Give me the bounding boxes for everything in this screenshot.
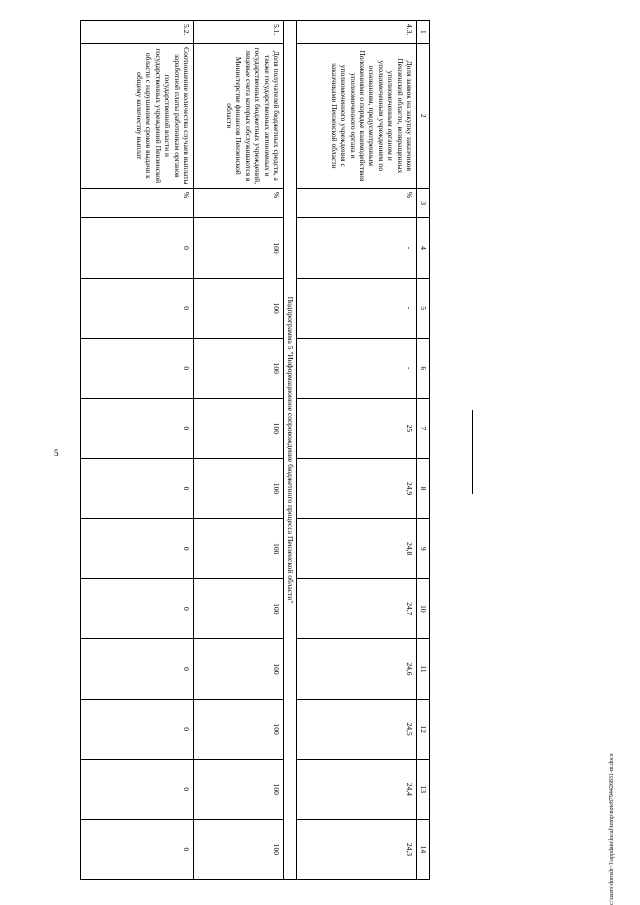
value-cell: 100 xyxy=(194,579,284,639)
column-number: 4 xyxy=(417,218,430,278)
table-row xyxy=(194,21,284,880)
unit-cell: % xyxy=(297,188,417,218)
column-number: 9 xyxy=(417,519,430,579)
value-cell: 100 xyxy=(194,458,284,518)
column-number: 7 xyxy=(417,398,430,458)
column-number: 2 xyxy=(417,43,430,188)
unit-cell: % xyxy=(81,188,194,218)
value-cell: 24,7 xyxy=(297,579,417,639)
column-number: 8 xyxy=(417,458,430,518)
subprogram-row xyxy=(284,21,297,880)
value-cell: 24,5 xyxy=(297,699,417,759)
value-cell: 100 xyxy=(194,819,284,879)
value-cell: 100 xyxy=(194,218,284,278)
indicator-name: Доля заявок на закупку заказчиков Пензенской области, возвращенных уполномоченным органом и уполномоченным учреждением по основаниям, предусмотренным Положениями о порядке взаимодействия уполномоченного органа и уполномоченного учреждения с заказчиками Пензенской области xyxy=(297,43,417,188)
value-cell: 0 xyxy=(81,338,194,398)
table-row xyxy=(297,21,417,880)
value-cell: 24,4 xyxy=(297,759,417,819)
value-cell: 100 xyxy=(194,759,284,819)
value-cell: 0 xyxy=(81,519,194,579)
column-number: 11 xyxy=(417,639,430,699)
indicator-name: Доля получателей бюджетных средств, а также государственных автономных и государственных бюджетных учреждений, лицевые счета которых обслуживаются в Министерстве финансов Пензенской области xyxy=(194,43,284,188)
column-number-row xyxy=(417,21,430,880)
value-cell: 100 xyxy=(194,519,284,579)
value-cell: 24,3 xyxy=(297,819,417,879)
value-cell: 0 xyxy=(81,699,194,759)
indicator-table xyxy=(80,20,430,880)
value-cell: - xyxy=(297,218,417,278)
column-number: 14 xyxy=(417,819,430,879)
row-number: 5.2. xyxy=(81,21,194,44)
footer-file-path: c:\users\dorosh~1\appdata\local\temp\note8794426831-m.docx xyxy=(609,753,615,905)
column-number: 13 xyxy=(417,759,430,819)
value-cell: 100 xyxy=(194,639,284,699)
value-cell: 100 xyxy=(194,338,284,398)
value-cell: 25 xyxy=(297,398,417,458)
value-cell: - xyxy=(297,338,417,398)
value-cell: 100 xyxy=(194,278,284,338)
indicator-name: Соотношение количества случаев выплаты заработной платы работникам органов государственной власти и государственных учреждений Пензенской области с нарушением сроков выдачи к общему количеству выплат xyxy=(81,43,194,188)
value-cell: 24,8 xyxy=(297,519,417,579)
value-cell: 24,6 xyxy=(297,639,417,699)
subprogram-title: Подпрограмма 5 "Информационное сопровождение бюджетного процесса Пензенской области" xyxy=(284,21,297,880)
column-number: 1 xyxy=(417,21,430,44)
value-cell: 0 xyxy=(81,579,194,639)
value-cell: 0 xyxy=(81,278,194,338)
value-cell: 100 xyxy=(194,398,284,458)
separator-line xyxy=(472,410,473,494)
value-cell: 0 xyxy=(81,218,194,278)
value-cell: 100 xyxy=(194,699,284,759)
row-number: 4.3. xyxy=(297,21,417,44)
row-number: 5.1. xyxy=(194,21,284,44)
value-cell: 0 xyxy=(81,819,194,879)
value-cell: - xyxy=(297,278,417,338)
column-number: 3 xyxy=(417,188,430,218)
indicator-table-wrapper xyxy=(80,20,430,880)
table-row xyxy=(81,21,194,880)
value-cell: 0 xyxy=(81,759,194,819)
value-cell: 0 xyxy=(81,398,194,458)
value-cell: 0 xyxy=(81,639,194,699)
value-cell: 24,9 xyxy=(297,458,417,518)
column-number: 10 xyxy=(417,579,430,639)
column-number: 5 xyxy=(417,278,430,338)
column-number: 12 xyxy=(417,699,430,759)
page-number: 5 xyxy=(54,448,59,458)
value-cell: 0 xyxy=(81,458,194,518)
column-number: 6 xyxy=(417,338,430,398)
unit-cell: % xyxy=(194,188,284,218)
